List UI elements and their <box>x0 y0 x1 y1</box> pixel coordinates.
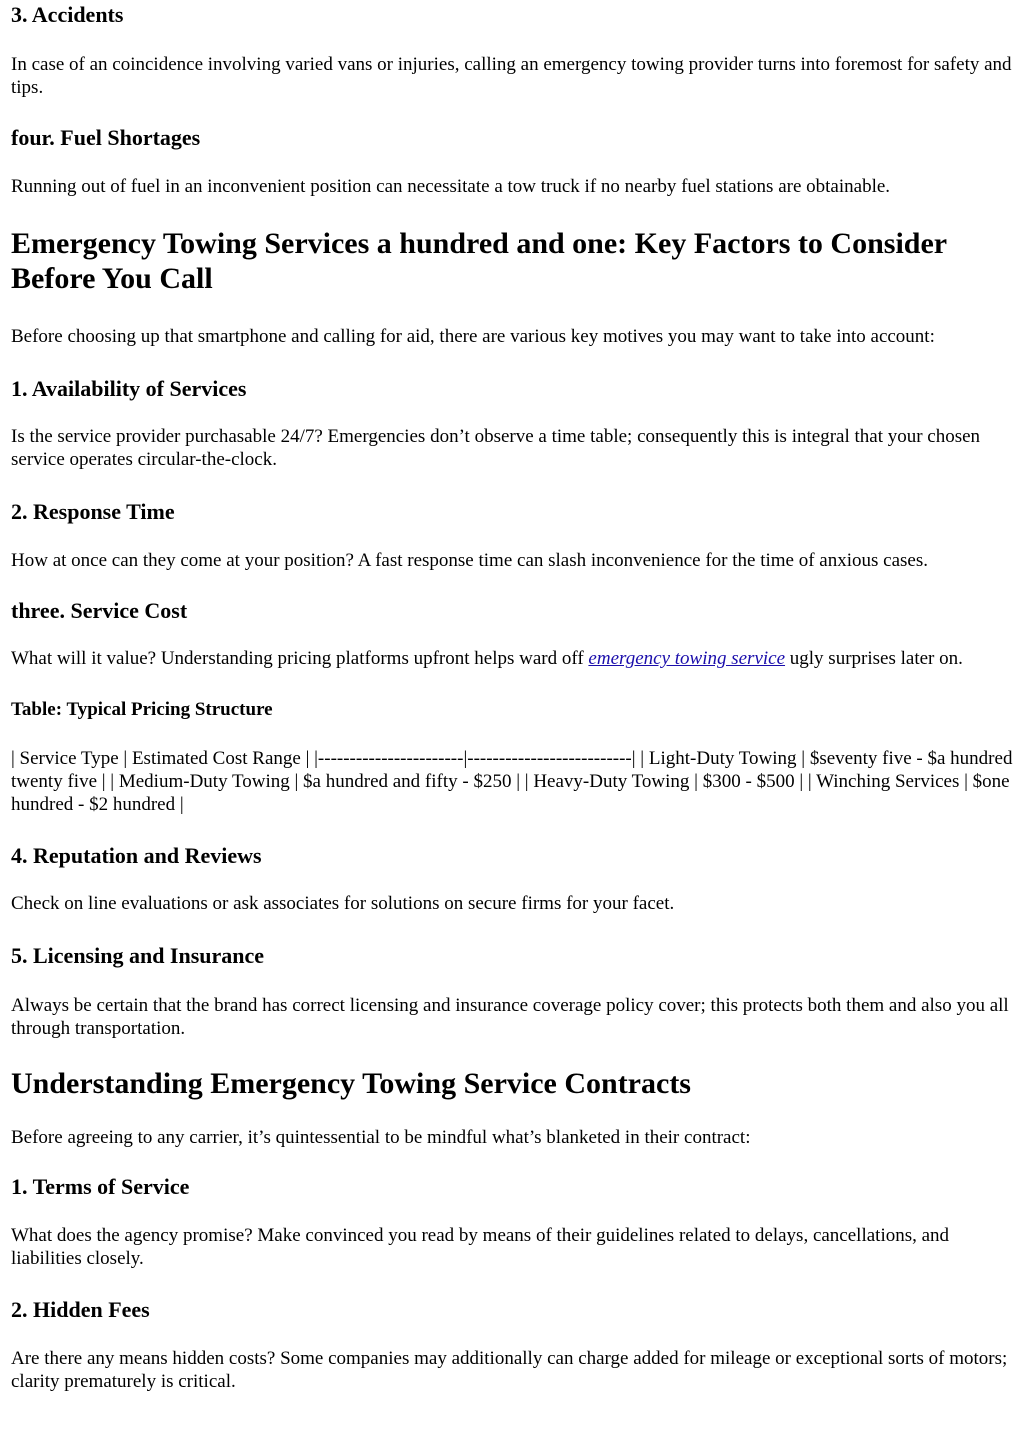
heading-availability: 1. Availability of Services <box>11 376 247 401</box>
paragraph-licensing: Always be certain that the brand has correct licensing and insurance coverage policy cover; this protects both them and also you all through transportation. <box>11 995 1009 1039</box>
paragraph-accidents: In case of an coincidence involving varied vans or injuries, calling an emergency towing provider turns into foremost for safety and tips. <box>11 54 1012 98</box>
paragraph-service-cost <box>11 647 1014 670</box>
heading-terms-of-service: 1. Terms of Service <box>11 1174 190 1199</box>
heading-reputation: 4. Reputation and Reviews <box>11 843 262 868</box>
paragraph-reputation: Check on line evaluations or ask associates for solutions on secure firms for your facet. <box>11 893 675 914</box>
service-cost-text-before: What will it value? Understanding pricing platforms upfront helps ward off <box>11 648 589 669</box>
heading-key-factors: Emergency Towing Services a hundred and one: Key Factors to Consider Before You Call <box>11 227 947 295</box>
paragraph-availability: Is the service provider purchasable 24/7? Emergencies don’t observe a time table; consequently this is integral that your chosen service operates circular-the-clock. <box>11 426 981 470</box>
paragraph-pricing-table: | Service Type | Estimated Cost Range | |-----------------------|--------------------------| | Light-Duty Towing | $seventy five - $a hundred twenty five | | Medium-Duty Towing | $a hundred and fifty - $250 | | Heavy-Duty Towing | $300 - $500 | | Winching Services | $one hundred - $2 hundred | <box>11 748 1013 815</box>
paragraph-key-factors-intro: Before choosing up that smartphone and calling for aid, there are various key motives you may want to take into account: <box>11 326 935 347</box>
heading-hidden-fees: 2. Hidden Fees <box>11 1297 150 1322</box>
heading-contracts: Understanding Emergency Towing Service Contracts <box>11 1067 691 1100</box>
heading-licensing: 5. Licensing and Insurance <box>11 943 265 968</box>
heading-accidents: 3. Accidents <box>11 2 124 27</box>
heading-pricing-table: Table: Typical Pricing Structure <box>11 699 273 720</box>
paragraph-contracts-intro: Before agreeing to any carrier, it’s quintessential to be mindful what’s blanketed in their contract: <box>11 1127 751 1148</box>
paragraph-terms-of-service: What does the agency promise? Make convinced you read by means of their guidelines related to delays, cancellations, and liabilities closely. <box>11 1225 950 1269</box>
service-cost-text-after: ugly surprises later on. <box>785 648 963 669</box>
paragraph-fuel-shortages: Running out of fuel in an inconvenient position can necessitate a tow truck if no nearby fuel stations are obtainable. <box>11 176 891 197</box>
emergency-towing-service-link[interactable]: emergency towing service <box>588 648 786 669</box>
heading-response-time: 2. Response Time <box>11 499 175 524</box>
paragraph-response-time: How at once can they come at your position? A fast response time can slash inconvenience for the time of anxious cases. <box>11 550 929 571</box>
article <box>0 2 1024 1393</box>
paragraph-hidden-fees: Are there any means hidden costs? Some companies may additionally can charge added for mileage or exceptional sorts of motors; clarity prematurely is critical. <box>11 1348 1008 1392</box>
heading-service-cost: three. Service Cost <box>11 598 188 623</box>
heading-fuel-shortages: four. Fuel Shortages <box>11 125 201 150</box>
